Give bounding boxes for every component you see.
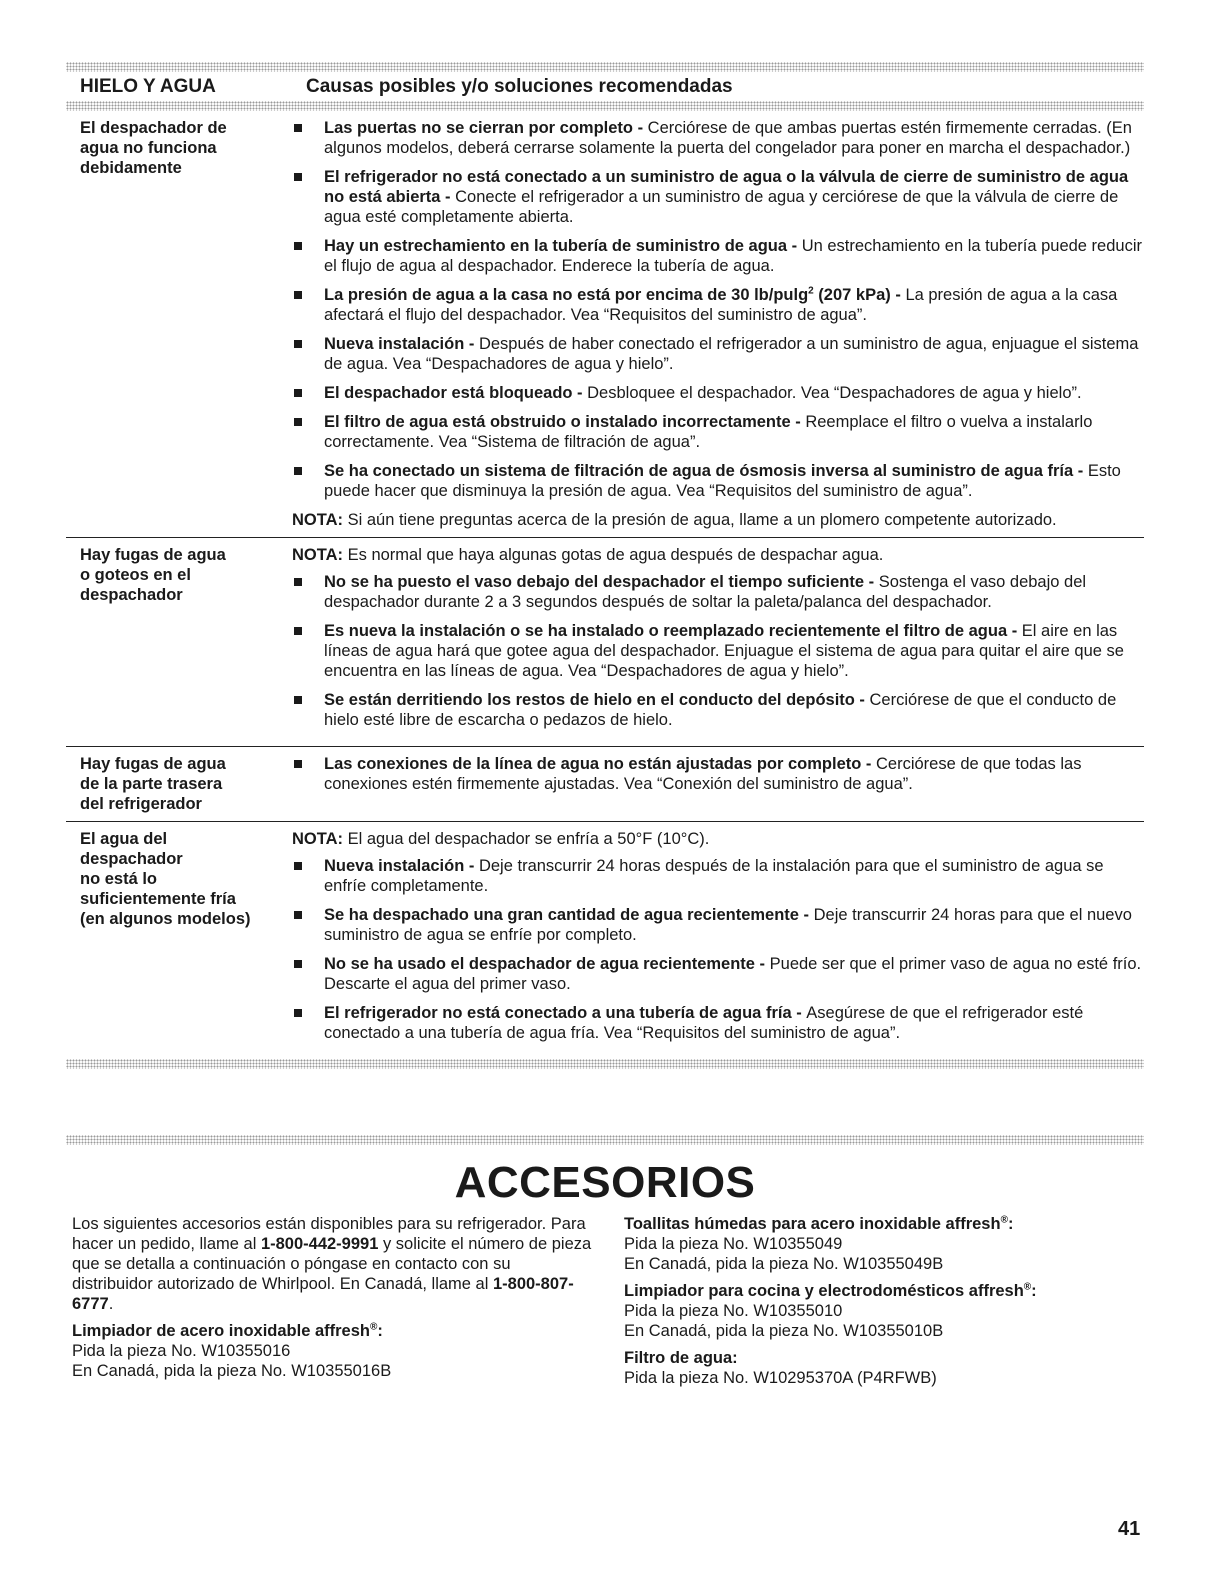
bullet-square-icon [292,621,324,681]
accessories-top-rule [66,1135,1144,1145]
accessory-name [624,1348,1144,1368]
bullet-text [324,754,1144,794]
bullet-text [324,118,1144,158]
part-number-line: En Canadá, pida la pieza No. W10355049B [624,1255,944,1273]
problem-line: despachador [80,850,183,868]
bullet-square-icon [294,389,302,397]
bullet-square-icon [294,862,302,870]
part-number-line: Pida la pieza No. W10355049 [624,1235,843,1253]
accessory-item [72,1321,592,1381]
bullet-cause: No se ha puesto el vaso debajo del despachador el tiempo suficiente - [324,573,879,591]
accessory-name-text: Limpiador para cocina y electrodomésticos affresh [624,1282,1024,1300]
problem-cell [66,118,292,530]
accessory-name [624,1281,1144,1301]
bullet-text [324,954,1144,994]
accessory-name-text: Filtro de agua: [624,1349,738,1367]
note-text [292,510,1144,530]
bullet-text [324,236,1144,276]
bullet-cause: La presión de agua a la casa no está por encima de 30 lb/pulg [324,286,809,304]
bullet-text [324,334,1144,374]
bullet-item [292,754,1144,794]
bullet-solution: Esto puede hacer que disminuya la presión de agua. Vea “Requisitos del suministro de agua”. [324,462,1121,500]
note-label: NOTA: [292,830,344,848]
bullet-square-icon [294,578,302,586]
bullet-square-icon [292,856,324,896]
bullet-solution: Cerciórese de que todas las conexiones estén firmemente ajustadas. Vea “Conexión del suministro de agua”. [324,755,1082,793]
bullet-cause: El refrigerador no está conectado a una tubería de agua fría - [324,1004,807,1022]
problem-line: o goteos en el [80,566,191,584]
bullet-solution: Deje transcurrir 24 horas después de la instalación para que el suministro de agua se enfríe completamente. [324,857,1104,895]
bullet-text [324,167,1144,227]
bullet-square-icon [294,291,302,299]
bullet-square-icon [292,461,324,501]
bullet-text [324,572,1144,612]
bullet-text [324,621,1144,681]
part-number-line: En Canadá, pida la pieza No. W10355010B [624,1322,944,1340]
superscript: 2 [808,285,814,297]
accessory-colon: : [377,1322,383,1340]
bullet-item [292,412,1144,452]
problem-line: (en algunos modelos) [80,910,251,928]
bullet-square-icon [292,285,324,325]
bullet-item [292,334,1144,374]
header-rule [66,101,1144,111]
bullet-item [292,236,1144,276]
bullet-square-icon [294,467,302,475]
bullet-square-icon [294,627,302,635]
note-text [292,829,1144,849]
part-number-line: Pida la pieza No. W10355010 [624,1302,843,1320]
accessories-intro [72,1214,592,1314]
troubleshooting-table [66,62,1144,1069]
accessory-item [624,1214,1144,1274]
accessories-left-items [72,1321,592,1381]
table-row [66,822,1144,1059]
bullet-item [292,118,1144,158]
bullet-item [292,285,1144,325]
problem-line: debidamente [80,159,182,177]
part-number-line: Pida la pieza No. W10295370A (P4RFWB) [624,1369,937,1387]
bullet-item [292,954,1144,994]
bullet-item [292,856,1144,896]
bullet-square-icon [292,954,324,994]
bullet-text [324,461,1144,501]
bottom-rule [66,1059,1144,1069]
intro-text-1: Los siguientes accesorios están disponibles para su refrigerador. Para hacer un pedido, llame al [72,1215,586,1253]
bullet-solution: Sostenga el vaso debajo del despachador durante 2 a 3 segundos después de soltar la paleta/palanca del despachador. [324,573,1087,611]
accessories-right-items [624,1214,1144,1388]
bullet-cause: Las puertas no se cierran por completo - [324,119,648,137]
accessory-colon: : [1007,1215,1014,1233]
bullet-cause: Las conexiones de la línea de agua no están ajustadas por completo - [324,755,876,773]
bullet-cause-cont: (207 kPa) - [813,286,906,304]
bullet-solution: Conecte el refrigerador a un suministro de agua y cerciórese de que la válvula de cierre de agua esté completamente abierta. [324,188,1119,226]
page-number: 41 [1118,1518,1141,1540]
problem-line: agua no funciona [80,139,217,157]
bullet-text [324,905,1144,945]
registered-mark: ® [370,1321,378,1333]
bullet-solution: Cerciórese de que ambas puertas estén firmemente cerradas. (En algunos modelos, deberá cerrarse solamente la puerta del congelador para poner en marcha el despachador.) [324,119,1132,157]
part-number-line: Pida la pieza No. W10355016 [72,1342,291,1360]
bullet-cause: No se ha usado el despachador de agua recientemente - [324,955,770,973]
phone-us: 1-800-442-9991 [260,1235,379,1253]
problem-cell [66,754,292,814]
bullet-square-icon [294,760,302,768]
bullet-square-icon [292,572,324,612]
bullet-square-icon [292,167,324,227]
bullet-square-icon [292,236,324,276]
problem-line: no está lo [80,870,158,888]
bullet-cause: Hay un estrechamiento en la tubería de suministro de agua - [324,237,802,255]
bullet-cause: Se ha despachado una gran cantidad de agua recientemente - [324,906,814,924]
note-body: Si aún tiene preguntas acerca de la presión de agua, llame a un plomero competente autorizado. [343,511,1057,529]
bullet-square-icon [294,418,302,426]
problem-cell [66,545,292,739]
header-col-solutions: Causas posibles y/o soluciones recomendadas [306,76,733,97]
bullet-item [292,383,1144,403]
accessory-name-text: Toallitas húmedas para acero inoxidable affresh [624,1215,1001,1233]
bullet-square-icon [294,340,302,348]
accessories-right-column [624,1214,1144,1395]
bullet-text [324,412,1144,452]
bullet-square-icon [294,1009,302,1017]
problem-line: del refrigerador [80,795,202,813]
accessory-name-text: Limpiador de acero inoxidable affresh [72,1322,370,1340]
bullet-square-icon [292,412,324,452]
header-col-problem: HIELO Y AGUA [80,76,216,97]
phone-canada: 1-800-807-6777 [72,1275,574,1313]
problem-line: suficientemente fría [80,890,236,908]
problem-line: de la parte trasera [80,775,223,793]
bullet-solution: Asegúrese de que el refrigerador esté conectado a una tubería de agua fría. Vea “Requisitos del suministro de agua”. [324,1004,1084,1042]
bullet-solution: Cerciórese de que el conducto de hielo esté libre de escarcha o pedazos de hielo. [324,691,1117,729]
solutions-cell [292,829,1144,1052]
bullet-square-icon [294,124,302,132]
accessories-title: ACCESORIOS [454,1158,756,1207]
bullet-cause: Nueva instalación - [324,857,479,875]
bullet-solution: La presión de agua a la casa afectará el flujo del despachador. Vea “Requisitos del suministro de agua”. [324,286,1118,324]
bullet-item [292,621,1144,681]
bullet-solution: El aire en las líneas de agua hará que gotee agua del despachador. Enjuague el sistema de agua para quitar el aire que se encuentra en las líneas de agua. Vea “Despachadores de agua y hielo”. [324,622,1124,680]
bullet-square-icon [292,1003,324,1043]
bullet-square-icon [292,383,324,403]
note-body: El agua del despachador se enfría a 50°F (10°C). [343,830,710,848]
accessory-name [72,1321,592,1341]
bullet-item [292,572,1144,612]
intro-text-3: . [108,1295,114,1313]
part-number-line: En Canadá, pida la pieza No. W10355016B [72,1362,392,1380]
bullet-item [292,905,1144,945]
bullet-cause: El despachador está bloqueado - [324,384,588,402]
bullet-square-icon [292,118,324,158]
bullet-square-icon [294,960,302,968]
bullet-text [324,1003,1144,1043]
note-label: NOTA: [292,546,344,564]
table-row [66,538,1144,746]
problem-line: despachador [80,586,183,604]
table-row [66,747,1144,821]
registered-mark: ® [1023,1281,1032,1293]
table-body [66,111,1144,1059]
bullet-text [324,856,1144,896]
bullet-solution: Después de haber conectado el refrigerador a un suministro de agua, enjuague el sistema de agua. Vea “Despachadores de agua y hielo”. [324,335,1139,373]
bullet-solution: Desbloquee el despachador. Vea “Despachadores de agua y hielo”. [587,384,1082,402]
problem-line: Hay fugas de agua [80,546,226,564]
bullet-square-icon [292,690,324,730]
bullet-text [324,690,1144,730]
accessory-name [624,1214,1144,1234]
bullet-solution: Reemplace el filtro o vuelva a instalarlo correctamente. Vea “Sistema de filtración de agua”. [324,413,1093,451]
table-row [66,111,1144,537]
bullet-cause: El filtro de agua está obstruido o instalado incorrectamente - [324,413,806,431]
intro-text-2: y solicite el número de pieza que se detalla a continuación o póngase en contacto con su distribuidor autorizado de Whirlpool. En Canadá, llame al [72,1235,592,1293]
bullet-item [292,167,1144,227]
bullet-square-icon [292,754,324,794]
problem-line: Hay fugas de agua [80,755,226,773]
bullet-square-icon [292,334,324,374]
solutions-cell [292,545,1144,739]
note-body: Es normal que haya algunas gotas de agua después de despachar agua. [343,546,884,564]
bullet-cause: Es nueva la instalación o se ha instalado o reemplazado recientemente el filtro de agua - [324,622,1022,640]
accessory-item [624,1281,1144,1341]
registered-mark: ® [1000,1214,1008,1226]
solutions-cell [292,118,1144,530]
solutions-cell [292,754,1144,814]
bullet-square-icon [294,242,302,250]
bullet-cause: Se ha conectado un sistema de filtración de agua de ósmosis inversa al suministro de agua fría - [324,462,1088,480]
accessory-item [624,1348,1144,1388]
bullet-solution: Un estrechamiento en la tubería puede reducir el flujo de agua al despachador. Enderece la tubería de agua. [324,237,1142,275]
accessories-left-column [72,1214,592,1388]
note-text [292,545,1144,565]
bullet-cause: El refrigerador no está conectado a un suministro de agua o la válvula de cierre de suministro de agua no está abierta - [324,168,1129,206]
bullet-text [324,383,1144,403]
top-rule [66,62,1144,72]
bullet-cause: Nueva instalación - [324,335,479,353]
problem-cell [66,829,292,1052]
bullet-solution: Deje transcurrir 24 horas para que el nuevo suministro de agua se enfríe por completo. [324,906,1132,944]
bullet-square-icon [294,911,302,919]
problem-line: El despachador de [80,119,227,137]
bullet-item [292,1003,1144,1043]
problem-line: El agua del [80,830,168,848]
accessory-colon: : [1031,1282,1037,1300]
bullet-cause: Se están derritiendo los restos de hielo en el conducto del depósito - [324,691,870,709]
bullet-item [292,461,1144,501]
bullet-square-icon [294,696,302,704]
note-label: NOTA: [292,511,344,529]
table-header [66,72,1144,101]
bullet-solution: Puede ser que el primer vaso de agua no esté frío. Descarte el agua del primer vaso. [324,955,1142,993]
bullet-square-icon [294,173,302,181]
bullet-item [292,690,1144,730]
bullet-text [324,285,1144,325]
bullet-square-icon [292,905,324,945]
